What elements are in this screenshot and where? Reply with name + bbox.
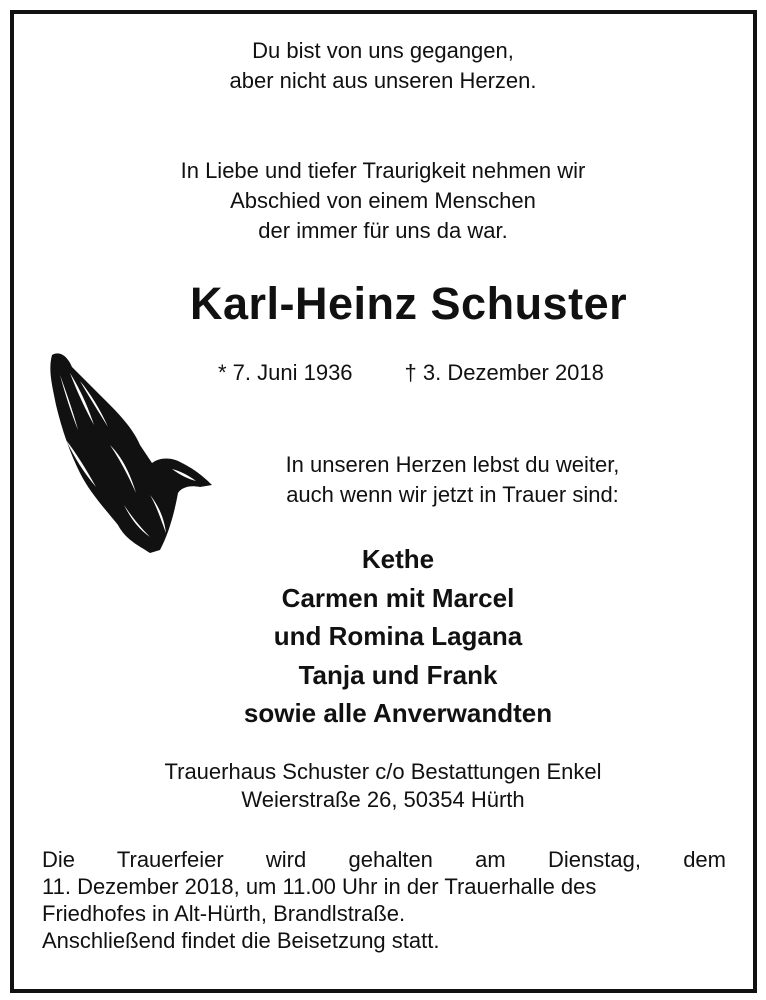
mourning-line: auch wenn wir jetzt in Trauer sind: <box>286 482 619 507</box>
mourning-house-address <box>0 758 766 814</box>
intro-line: Du bist von uns gegangen, <box>252 38 514 63</box>
family-member: Carmen mit Marcel <box>281 582 515 613</box>
praying-hands-icon <box>40 345 220 560</box>
death-date: † 3. Dezember 2018 <box>404 360 604 385</box>
deceased-name: Karl-Heinz Schuster <box>190 278 628 329</box>
mourning-line: In unseren Herzen lebst du weiter, <box>285 452 620 477</box>
service-line: Die Trauerfeier wird gehalten am Dienstag, dem <box>42 847 726 872</box>
life-dates <box>218 360 604 386</box>
farewell-line: In Liebe und tiefer Traurigkeit nehmen wir <box>180 158 586 183</box>
family-list <box>0 540 766 733</box>
family-member: Kethe <box>361 544 435 574</box>
mourning-text <box>225 450 680 510</box>
funeral-service-info <box>42 846 726 954</box>
farewell-text <box>0 156 766 246</box>
address-line: Trauerhaus Schuster c/o Bestattungen Enkel <box>164 759 602 784</box>
service-line: Friedhofes in Alt-Hürth, Brandlstraße. <box>42 901 406 926</box>
family-member: und Romina Lagana <box>273 621 523 651</box>
service-line: 11. Dezember 2018, um 11.00 Uhr in der Trauerhalle des <box>42 874 597 899</box>
farewell-line: Abschied von einem Menschen <box>230 188 536 213</box>
family-member: sowie alle Anverwandten <box>243 698 553 728</box>
address-line: Weierstraße 26, 50354 Hürth <box>241 787 525 812</box>
farewell-line: der immer für uns da war. <box>258 218 508 243</box>
family-member: Tanja und Frank <box>298 659 498 690</box>
intro-verse <box>0 36 766 96</box>
intro-line: aber nicht aus unseren Herzen. <box>229 68 537 93</box>
birth-date: * 7. Juni 1936 <box>218 360 353 385</box>
service-line: Anschließend findet die Beisetzung statt. <box>42 928 440 953</box>
